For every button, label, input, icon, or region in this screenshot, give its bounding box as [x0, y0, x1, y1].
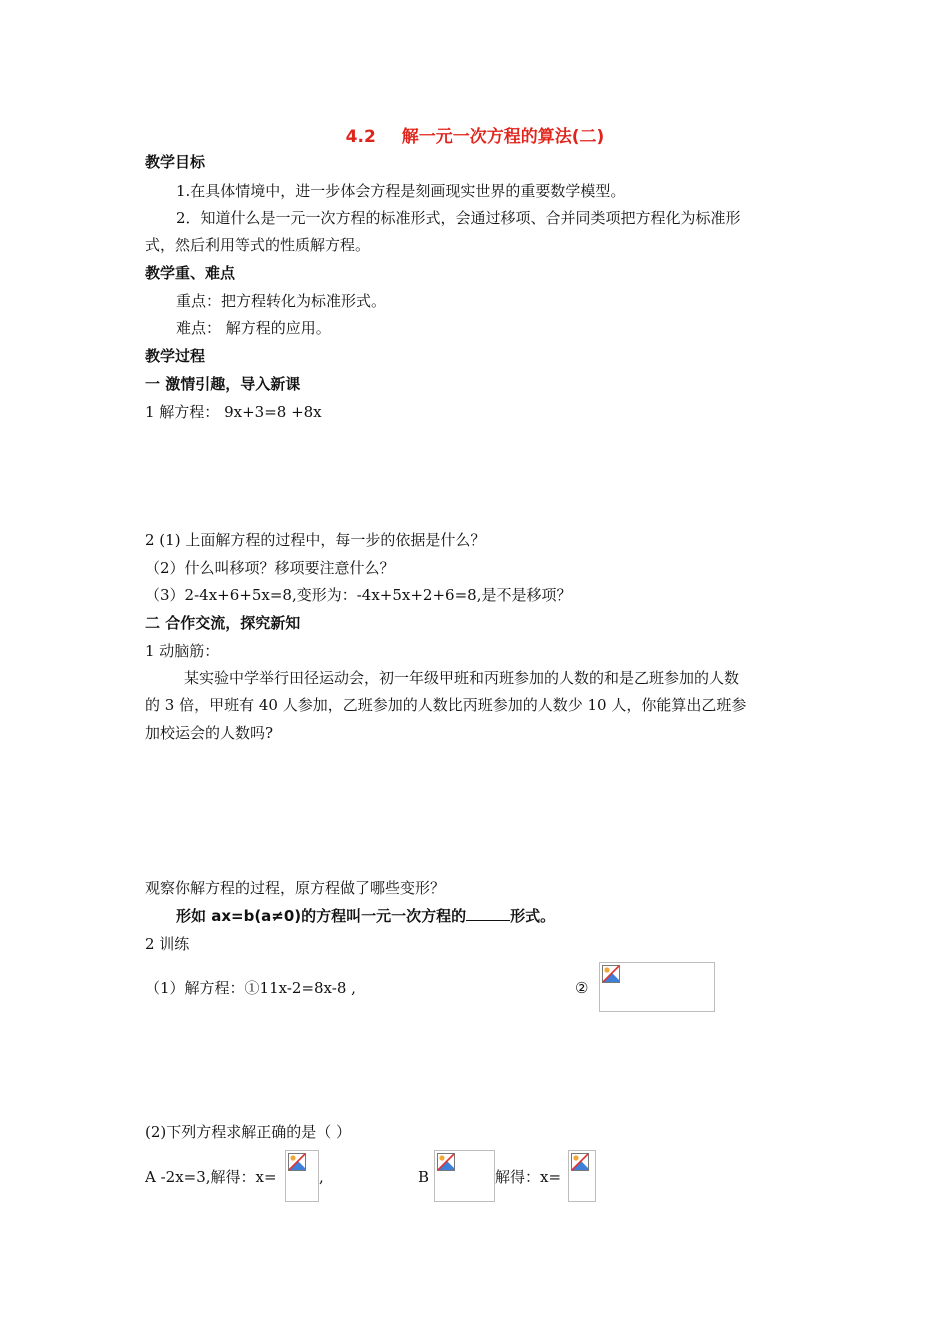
option-b-image-placeholder	[434, 1150, 495, 1202]
option-b-label: B	[418, 1168, 430, 1186]
standard-form-pre: 形如 ax=b(a≠0)的方程叫一元一次方程的	[176, 907, 467, 925]
goal-1: 1.在具体情境中，进一步体会方程是刻画现实世界的重要数学模型。	[176, 182, 626, 200]
key-heading: 教学重、难点	[145, 264, 236, 282]
exercise-1: （1）解方程：①11x-2=8x-8 ,	[145, 979, 356, 997]
title-number: 4.2	[345, 127, 376, 147]
standard-form-statement	[176, 906, 555, 926]
process-heading: 教学过程	[145, 347, 206, 365]
problem-line-3: 加校运会的人数吗?	[145, 724, 274, 742]
exercise-2: (2)下列方程求解正确的是（ ）	[145, 1123, 352, 1141]
difficult-point: 难点： 解方程的应用。	[176, 319, 331, 337]
broken-image-icon	[437, 1153, 455, 1171]
option-a-image-placeholder	[285, 1150, 319, 1202]
goal-2a: 2．知道什么是一元一次方程的标准形式，会通过移项、合并同类项把方程化为标准形	[176, 209, 741, 227]
goal-2b: 式，然后利用等式的性质解方程。	[145, 236, 371, 254]
part1-question-2-3: （3）2-4x+6+5x=8,变形为：-4x+5x+2+6=8,是不是移项？	[145, 586, 572, 604]
key-point: 重点：把方程转化为标准形式。	[176, 292, 387, 310]
document-title	[0, 122, 950, 147]
observe-question: 观察你解方程的过程，原方程做了哪些变形？	[145, 879, 446, 897]
option-a-comma: ,	[319, 1168, 324, 1186]
broken-image-icon	[602, 965, 620, 983]
broken-image-icon	[571, 1153, 589, 1171]
option-a-text: A -2x=3,解得：x=	[145, 1168, 277, 1186]
option-b-answer-image-placeholder	[568, 1150, 596, 1202]
title-text: 解一元一次方程的算法(二)	[401, 127, 605, 147]
part2-heading: 二 合作交流，探究新知	[145, 614, 301, 632]
broken-image-icon	[288, 1153, 306, 1171]
part1-question-2-2: （2）什么叫移项？移项要注意什么？	[145, 559, 395, 577]
answer-blank	[466, 906, 510, 921]
part1-heading: 一 激情引趣，导入新课	[145, 375, 301, 393]
standard-form-post: 形式。	[510, 907, 556, 925]
exercise-1-circle-2: ②	[575, 979, 589, 997]
training-heading: 2 训练	[145, 935, 190, 953]
option-b-text: 解得：x=	[495, 1168, 562, 1186]
problem-line-1: 某实验中学举行田径运动会，初一年级甲班和丙班参加的人数的和是乙班参加的人数	[184, 669, 740, 687]
part1-question-1: 1 解方程： 9x+3=8 +8x	[145, 403, 322, 421]
part1-question-2-1: 2 (1) 上面解方程的过程中，每一步的依据是什么？	[145, 531, 486, 549]
goals-heading: 教学目标	[145, 153, 206, 171]
part2-subheading: 1 动脑筋：	[145, 642, 220, 660]
problem-line-2: 的 3 倍，甲班有 40 人参加，乙班参加的人数比丙班参加的人数少 10 人，你能算出乙班参	[145, 696, 747, 714]
equation-image-placeholder	[599, 962, 715, 1012]
